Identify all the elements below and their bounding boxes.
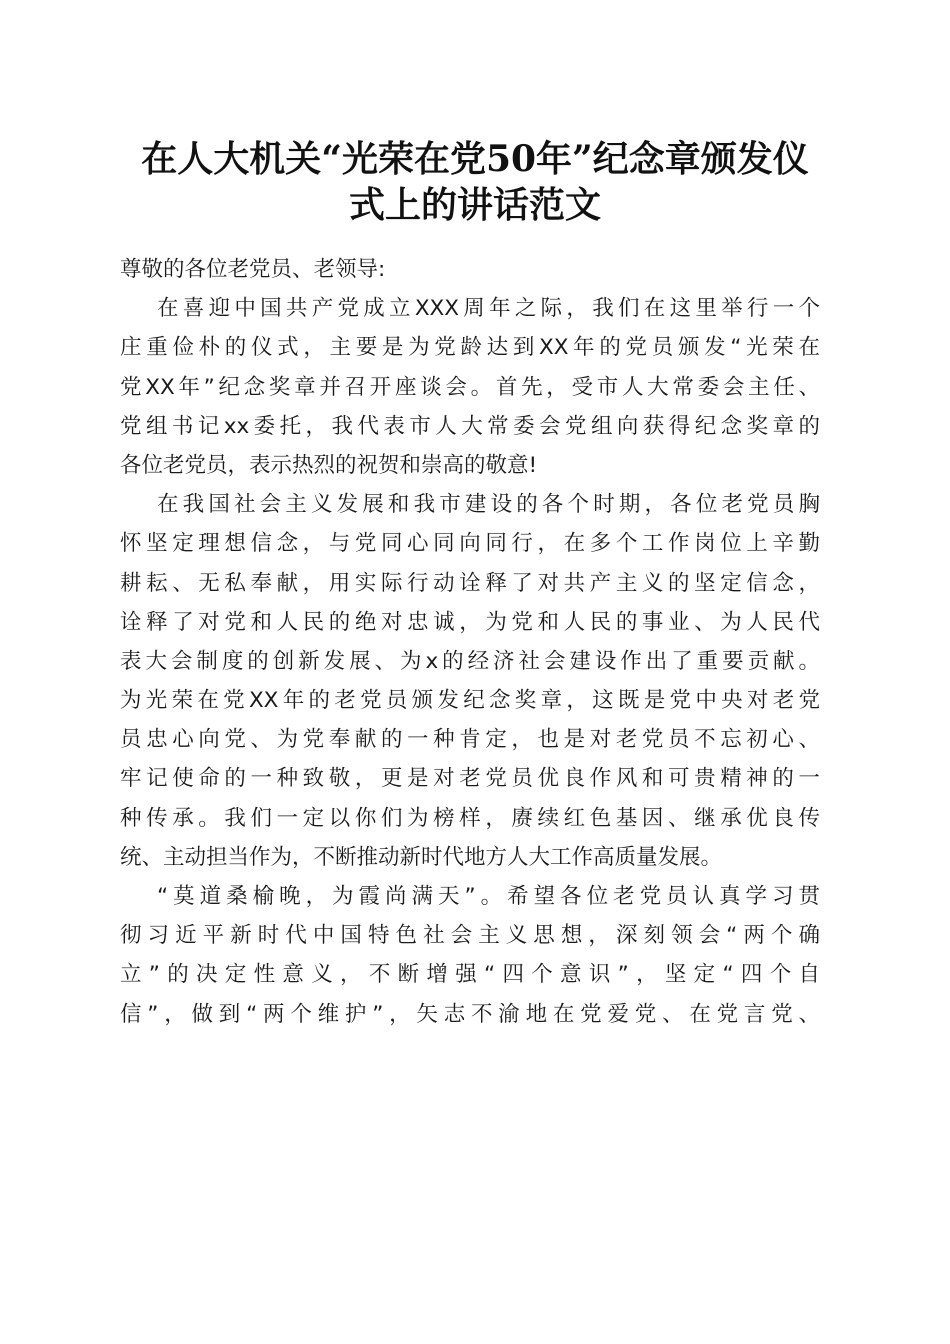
salutation-line: 尊敬的各位老党员、老领导:: [120, 257, 386, 282]
paragraph-1-line: 党XX年”纪念奖章并召开座谈会。首先，受市人大常委会主任、: [120, 374, 820, 400]
paragraph-2-line: 为光荣在党XX年的老党员颁发纪念奖章，这既是党中央对老党: [120, 688, 820, 714]
paragraph-2-line: 统、主动担当作为，不断推动新时代地方人大工作高质量发展。: [120, 844, 723, 870]
paragraph-3-line: 信”，做到“两个维护”，矢志不渝地在党爱党、在党言党、: [120, 1001, 820, 1027]
paragraph-3-line: “莫道桑榆晚，为霞尚满天”。希望各位老党员认真学习贯: [157, 884, 820, 909]
title-line-2: 式上的讲话范文: [348, 184, 601, 226]
paragraph-2-line: 在我国社会主义发展和我市建设的各个时期，各位老党员胸: [157, 492, 820, 518]
paragraph-3-line: 立”的决定性意义，不断增强“四个意识”，坚定“四个自: [120, 962, 820, 988]
paragraph-2-line: 员忠心向党、为党奉献的一种肯定，也是对老党员不忘初心、: [120, 727, 820, 753]
paragraph-2-line: 怀坚定理想信念，与党同心同向同行，在多个工作岗位上辛勤: [120, 531, 820, 557]
paragraph-2-line: 种传承。我们一定以你们为榜样，赓续红色基因、继承优良传: [120, 805, 820, 831]
paragraph-1-line: 党组书记xx委托，我代表市人大常委会党组向获得纪念奖章的: [120, 413, 820, 439]
paragraph-2-line: 诠释了对党和人民的绝对忠诚，为党和人民的事业、为人民代: [120, 609, 820, 635]
paragraph-2-line: 牢记使命的一种致敬，更是对老党员优良作风和可贵精神的一: [120, 766, 820, 792]
paragraph-2-line: 耕耘、无私奉献，用实际行动诠释了对共产主义的坚定信念，: [120, 570, 820, 596]
document-title: [110, 136, 840, 228]
paragraph-1-line: 在喜迎中国共产党成立XXX周年之际，我们在这里举行一个: [157, 296, 820, 322]
title-line-1: 在人大机关“光荣在党50年”纪念章颁发仪: [141, 138, 809, 180]
paragraph-1-line: 庄重俭朴的仪式，主要是为党龄达到XX年的党员颁发“光荣在: [120, 335, 820, 361]
paragraph-3-line: 彻习近平新时代中国特色社会主义思想，深刻领会“两个确: [120, 923, 820, 949]
paragraph-2-line: 表大会制度的创新发展、为x的经济社会建设作出了重要贡献。: [120, 648, 820, 674]
document-body: [120, 250, 820, 1034]
paragraph-1-line: 各位老党员，表示热烈的祝贺和崇高的敬意!: [120, 452, 538, 478]
